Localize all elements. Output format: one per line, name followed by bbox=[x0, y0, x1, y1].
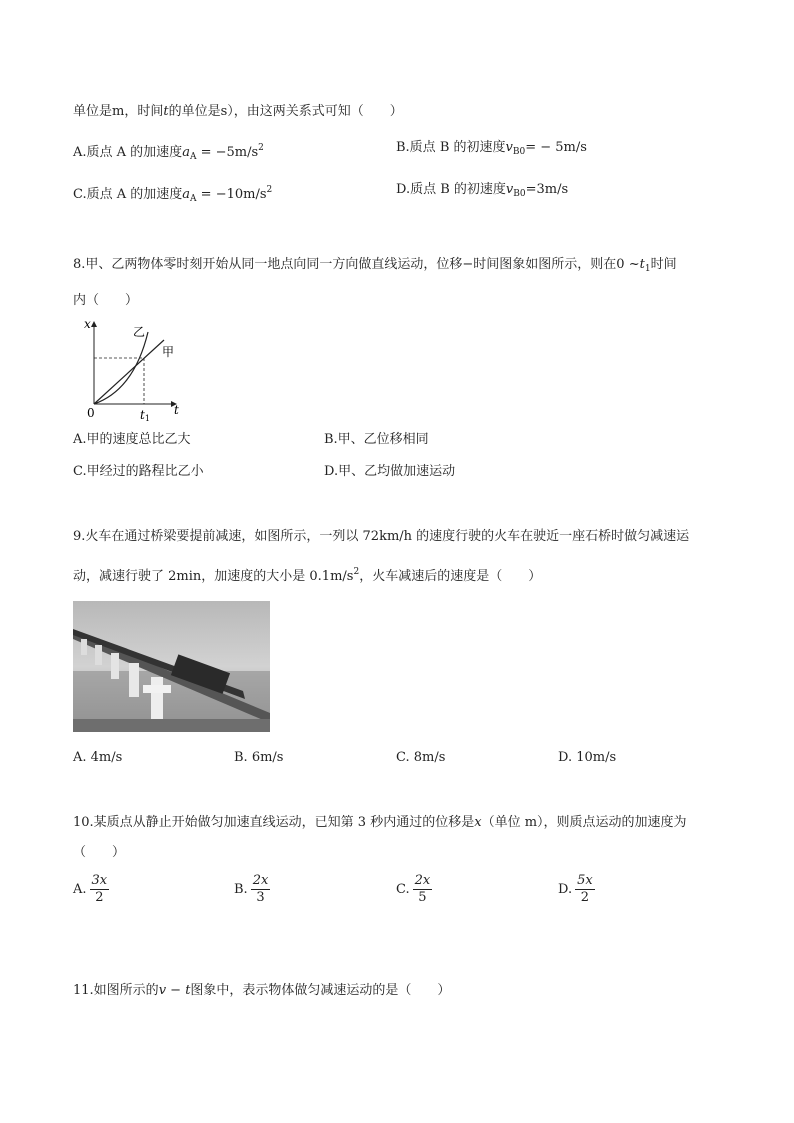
option-label: B. bbox=[234, 882, 248, 897]
fraction bbox=[251, 873, 271, 906]
q10-option-c[interactable] bbox=[396, 872, 432, 908]
option-text: B.质点 B 的初速度 bbox=[396, 140, 506, 155]
q8-option-d[interactable]: D.甲、乙均做加速运动 bbox=[324, 464, 456, 479]
q7-text: ，时间 bbox=[124, 104, 164, 119]
numerator: 2x bbox=[252, 873, 269, 888]
q8-option-a[interactable]: A.甲的速度总比乙大 bbox=[73, 432, 191, 447]
q9-option-b[interactable]: B. 6m/s bbox=[234, 750, 284, 765]
x-axis-label: t bbox=[174, 403, 179, 417]
q9-option-d[interactable]: D. 10m/s bbox=[558, 750, 617, 765]
q7-text: 的单位是 bbox=[168, 104, 221, 119]
q10-var-x: x bbox=[474, 815, 482, 830]
option-var: v bbox=[505, 182, 514, 197]
q7-var-t: t bbox=[163, 104, 169, 119]
q11-text: 图象中，表示物体做匀减速运动的是（ ） bbox=[190, 983, 451, 998]
t1-label: t1 bbox=[140, 408, 150, 421]
q8-xt-graph bbox=[78, 316, 188, 421]
numerator: 5x bbox=[577, 873, 593, 888]
q7-option-d[interactable] bbox=[396, 181, 568, 203]
option-sub: B0 bbox=[512, 147, 526, 157]
q8-range-start: 0 ~ bbox=[616, 257, 640, 272]
q7-text: 单位是 bbox=[73, 104, 113, 119]
q10-option-d[interactable] bbox=[558, 872, 595, 908]
option-text: A.质点 A 的加速度 bbox=[73, 145, 183, 160]
option-value: = − 5m/s bbox=[525, 140, 587, 155]
option-sub: A bbox=[190, 194, 197, 204]
q8-range-sub: 1 bbox=[644, 264, 651, 274]
fraction bbox=[413, 873, 433, 906]
numerator: 2x bbox=[414, 873, 431, 888]
q9-stem-line1: 9.火车在通过桥梁要提前减速，如图所示，一列以 72km/h 的速度行驶的火车在驶近一座石桥时做匀减速运 bbox=[73, 529, 690, 544]
q9-sup: 2 bbox=[353, 567, 360, 577]
q9-text: ，火车减速后的速度是（ ） bbox=[359, 569, 542, 584]
q8-text: 时间 bbox=[650, 257, 677, 272]
q8-range-var: t bbox=[639, 257, 645, 272]
q10-stem-line1 bbox=[73, 814, 687, 832]
q9-text: 动，减速行驶了 2min，加速度的大小是 0.1m/s bbox=[73, 569, 354, 584]
q7-unit-s: s bbox=[220, 104, 228, 119]
option-var: a bbox=[182, 145, 190, 160]
q9-stem-line2 bbox=[73, 563, 541, 586]
denominator: 2 bbox=[95, 890, 104, 905]
train-bridge-photo bbox=[73, 601, 270, 732]
option-sup: 2 bbox=[258, 143, 264, 153]
option-label: D. bbox=[558, 882, 573, 897]
q7-text: ），由这两关系式可知（ ） bbox=[227, 104, 403, 119]
label-jia: 甲 bbox=[162, 345, 175, 359]
q11-vt: v − t bbox=[158, 983, 191, 998]
q8-text: 8.甲、乙两物体零时刻开始从同一地点向同一方向做直线运动，位移−时间图象如图所示，则在 bbox=[73, 257, 617, 272]
q8-text: 内（ ） bbox=[73, 293, 139, 308]
denominator: 3 bbox=[256, 890, 265, 905]
q10-option-a[interactable] bbox=[73, 872, 109, 908]
numerator: 3x bbox=[91, 873, 108, 888]
option-sub: B0 bbox=[513, 189, 526, 199]
q7-option-b[interactable] bbox=[396, 139, 587, 161]
denominator: 2 bbox=[580, 890, 590, 905]
y-axis-label: x bbox=[84, 317, 91, 331]
q8-stem-line1 bbox=[73, 256, 677, 278]
option-label: C. bbox=[396, 882, 410, 897]
q9-option-c[interactable]: C. 8m/s bbox=[396, 750, 446, 765]
q10-stem-line2: （ ） bbox=[73, 845, 126, 860]
q11-text: 11.如图所示的 bbox=[73, 983, 159, 998]
option-text: C.质点 A 的加速度 bbox=[73, 187, 183, 202]
q9-option-a[interactable]: A. 4m/s bbox=[73, 750, 123, 765]
option-sub: A bbox=[189, 152, 197, 162]
fraction bbox=[90, 873, 110, 906]
line-jia bbox=[94, 340, 164, 404]
origin-label: 0 bbox=[87, 406, 95, 420]
option-sup: 2 bbox=[266, 185, 273, 195]
q10-text: 10.某质点从静止开始做匀加速直线运动，已知第 3 秒内通过的位移是 bbox=[73, 815, 475, 830]
fraction bbox=[575, 873, 595, 906]
q8-stem-line2 bbox=[73, 292, 138, 310]
q7-option-a[interactable] bbox=[73, 139, 264, 166]
q7-option-c[interactable] bbox=[73, 181, 272, 208]
option-label: A. bbox=[73, 882, 87, 897]
q8-option-b[interactable]: B.甲、乙位移相同 bbox=[324, 432, 429, 447]
q7-continuation bbox=[73, 103, 403, 121]
q7-unit-m: m bbox=[112, 104, 125, 119]
curve-yi bbox=[94, 332, 148, 404]
denominator: 5 bbox=[418, 890, 427, 905]
option-value: =3m/s bbox=[525, 182, 569, 197]
option-var: a bbox=[182, 187, 191, 202]
label-yi: 乙 bbox=[133, 325, 146, 339]
option-value: = −5m/s bbox=[196, 145, 259, 160]
q11-stem bbox=[73, 982, 450, 1000]
option-var: v bbox=[505, 140, 513, 155]
option-text: D.质点 B 的初速度 bbox=[396, 182, 506, 197]
q10-text: （单位 m），则质点运动的加速度为 bbox=[481, 815, 687, 830]
option-value: = −10m/s bbox=[196, 187, 267, 202]
q8-option-c[interactable]: C.甲经过的路程比乙小 bbox=[73, 464, 204, 479]
q10-option-b[interactable] bbox=[234, 872, 270, 908]
